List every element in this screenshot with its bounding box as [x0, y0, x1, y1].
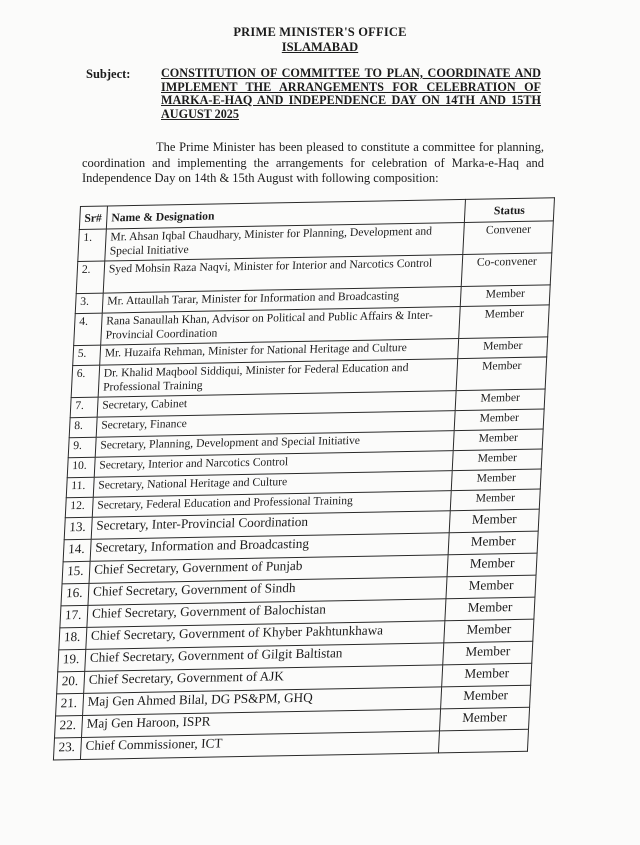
row-status: Member [452, 449, 542, 471]
row-name: Maj Gen Haroon, ISPR [82, 709, 441, 738]
row-status: Member [456, 357, 547, 391]
row-status: Member [448, 531, 538, 555]
row-name: Rana Sanaullah Khan, Advisor on Political and Public Affairs & Inter-Provincial Coordination [101, 307, 461, 346]
row-name: Secretary, Finance [96, 411, 455, 438]
row-sr: 10. [67, 457, 95, 478]
row-status: Member [443, 641, 533, 665]
row-name: Chief Secretary, Government of Balochistan [87, 599, 446, 628]
row-status: Member [445, 597, 535, 621]
row-sr: 19. [58, 649, 86, 672]
row-sr: 15. [62, 561, 90, 584]
row-name: Chief Secretary, Government of Khyber Pakhtunkhawa [86, 621, 445, 650]
row-sr: 3. [75, 293, 103, 314]
header-status: Status [464, 198, 554, 223]
row-status: Co-convener [461, 253, 552, 287]
row-sr: 6. [71, 365, 100, 398]
city-heading: ISLAMABAD [281, 40, 359, 54]
row-status: Member [451, 469, 541, 491]
row-name: Secretary, Cabinet [97, 391, 456, 418]
row-name: Mr. Huzaifa Rehman, Minister for National Heritage and Culture [100, 339, 459, 366]
row-sr: 5. [73, 345, 101, 366]
row-sr: 17. [60, 605, 88, 628]
row-name: Syed Mohsin Raza Naqvi, Minister for Interior and Narcotics Control [103, 254, 463, 293]
row-status: Member [446, 575, 536, 599]
intro-paragraph: The Prime Minister has been pleased to constitute a committee for planning, coordination and implementing the arrangements for celebration of Marka-e-Haq and Independence Day on 14th & 15th August with following composition: [82, 140, 544, 185]
row-status: Member [459, 305, 550, 339]
row-sr: 11. [66, 477, 94, 498]
row-sr: 4. [74, 313, 103, 346]
row-status: Member [444, 619, 534, 643]
row-name: Chief Secretary, Government of Sindh [88, 577, 447, 606]
row-sr: 12. [65, 497, 93, 518]
row-sr: 16. [61, 583, 89, 606]
row-status: Member [450, 489, 540, 511]
row-sr: 9. [68, 437, 96, 458]
row-sr: 13. [64, 517, 92, 540]
row-name: Chief Secretary, Government of AJK [84, 665, 443, 694]
row-status: Member [454, 409, 544, 431]
row-sr: 23. [53, 737, 81, 760]
subject-text: CONSTITUTION OF COMMITTEE TO PLAN, COORDINATE AND IMPLEMENT THE ARRANGEMENTS FOR CELEBRATION OF MARKA-E-HAQ AND INDEPENDENCE DAY ON 14TH AND 15TH AUGUST 2025 [161, 66, 541, 121]
row-sr: 2. [76, 261, 105, 294]
row-status: Member [455, 389, 545, 411]
row-name: Secretary, National Heritage and Culture [93, 471, 452, 498]
row-name: Mr. Attaullah Tarar, Minister for Information and Broadcasting [102, 287, 461, 314]
table-body [53, 221, 553, 760]
row-name: Chief Commissioner, ICT [80, 731, 439, 760]
row-name: Dr. Khalid Maqbool Siddiqui, Minister for Federal Education and Professional Training [98, 359, 458, 398]
row-status: Member [458, 337, 548, 359]
header-sr: Sr# [79, 206, 107, 230]
row-sr: 14. [63, 539, 91, 562]
row-name: Maj Gen Ahmed Bilal, DG PS&PM, GHQ [83, 687, 442, 716]
row-status: Member [447, 553, 537, 577]
row-name: Secretary, Information and Broadcasting [90, 533, 449, 562]
row-name: Secretary, Federal Education and Professional Training [92, 491, 451, 518]
row-status: Member [453, 429, 543, 451]
row-name: Chief Secretary, Government of Punjab [89, 555, 448, 584]
subject-label: Subject: [86, 67, 131, 81]
row-sr: 20. [57, 671, 85, 694]
row-sr: 1. [78, 229, 107, 262]
row-sr: 18. [59, 627, 87, 650]
row-status: Member [442, 663, 532, 687]
row-status: Member [460, 285, 550, 307]
row-sr: 7. [70, 397, 98, 418]
row-name: Chief Secretary, Government of Gilgit Baltistan [85, 643, 444, 672]
row-status [438, 729, 528, 753]
row-status: Member [440, 707, 530, 731]
row-sr: 8. [69, 417, 97, 438]
row-status: Member [449, 509, 539, 533]
row-name: Secretary, Inter-Provincial Coordination [91, 511, 450, 540]
row-status: Convener [463, 221, 554, 255]
office-heading: PRIME MINISTER'S OFFICE [233, 25, 407, 39]
header-name: Name & Designation [106, 199, 465, 229]
row-status: Member [441, 685, 531, 709]
committee-table [53, 197, 555, 760]
row-sr: 21. [56, 693, 84, 716]
row-name: Mr. Ahsan Iqbal Chaudhary, Minister for Planning, Development and Special Initiative [105, 222, 465, 261]
row-name: Secretary, Interior and Narcotics Control [94, 451, 453, 478]
row-name: Secretary, Planning, Development and Special Initiative [95, 431, 454, 458]
row-sr: 22. [55, 715, 83, 738]
